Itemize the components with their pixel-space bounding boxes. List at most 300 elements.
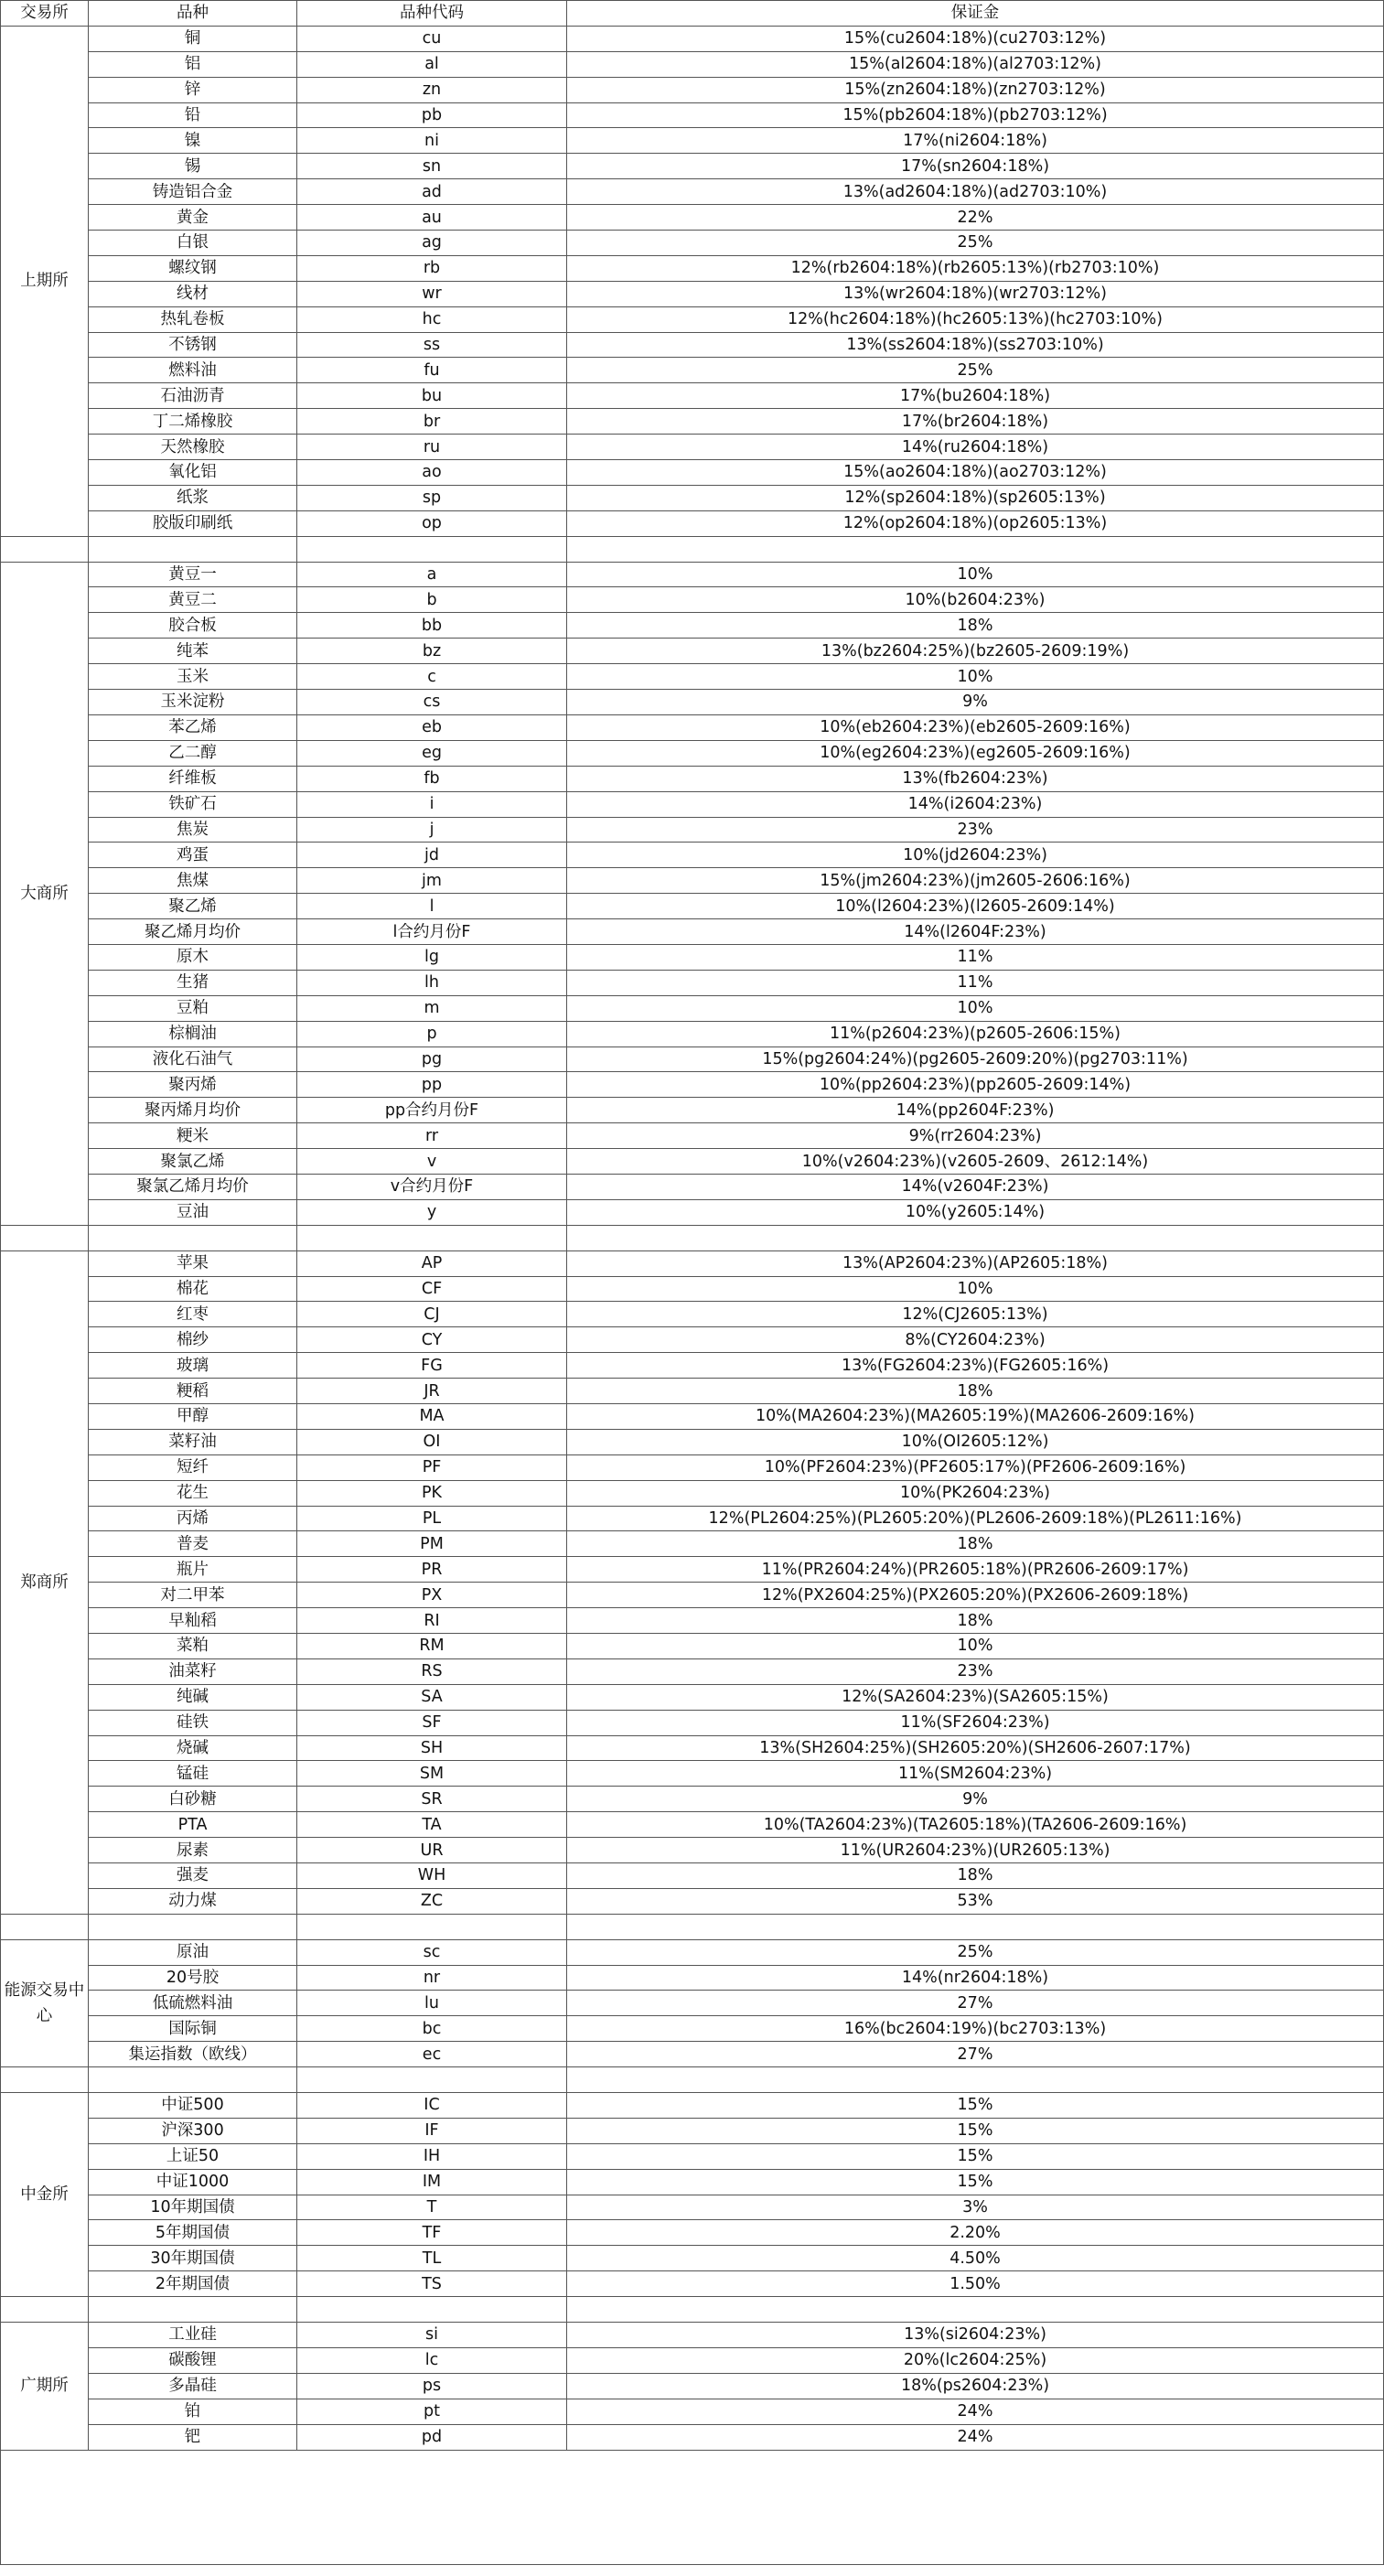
margin-cell[interactable]: 15%: [567, 2169, 1384, 2195]
margin-cell[interactable]: 12%(PL2604:25%)(PL2605:20%)(PL2606-2609:18%)(PL2611:16%): [567, 1506, 1384, 1531]
empty-cell[interactable]: [297, 1225, 567, 1250]
variety-cell[interactable]: 螺纹钢: [89, 255, 297, 281]
code-cell[interactable]: PM: [297, 1531, 567, 1557]
variety-cell[interactable]: 石油沥青: [89, 383, 297, 409]
code-cell[interactable]: a: [297, 562, 567, 587]
empty-cell[interactable]: [89, 2297, 297, 2323]
margin-cell[interactable]: 23%: [567, 817, 1384, 843]
variety-cell[interactable]: 国际铜: [89, 2016, 297, 2042]
code-cell[interactable]: TF: [297, 2220, 567, 2246]
variety-cell[interactable]: 锌: [89, 77, 297, 102]
code-cell[interactable]: i: [297, 791, 567, 817]
margin-cell[interactable]: 16%(bc2604:19%)(bc2703:13%): [567, 2016, 1384, 2042]
empty-cell[interactable]: [1, 2450, 1384, 2564]
empty-cell[interactable]: [297, 536, 567, 562]
code-cell[interactable]: IM: [297, 2169, 567, 2195]
code-cell[interactable]: SR: [297, 1787, 567, 1812]
code-cell[interactable]: l: [297, 894, 567, 919]
code-cell[interactable]: lu: [297, 1991, 567, 2016]
margin-cell[interactable]: 12%(CJ2605:13%): [567, 1302, 1384, 1327]
code-cell[interactable]: bu: [297, 383, 567, 409]
variety-cell[interactable]: 花生: [89, 1480, 297, 1506]
variety-cell[interactable]: 10年期国债: [89, 2195, 297, 2220]
margin-cell[interactable]: 12%(op2604:18%)(op2605:13%): [567, 510, 1384, 536]
header-exchange[interactable]: 交易所: [1, 1, 89, 27]
variety-cell[interactable]: 上证50: [89, 2143, 297, 2169]
code-cell[interactable]: hc: [297, 306, 567, 332]
margin-cell[interactable]: 9%(rr2604:23%): [567, 1123, 1384, 1149]
code-cell[interactable]: bc: [297, 2016, 567, 2042]
margin-cell[interactable]: 18%: [567, 1608, 1384, 1634]
margin-cell[interactable]: 18%: [567, 1863, 1384, 1889]
empty-cell[interactable]: [1, 1225, 89, 1250]
margin-cell[interactable]: 11%(SM2604:23%): [567, 1761, 1384, 1787]
empty-cell[interactable]: [567, 536, 1384, 562]
exchange-cell[interactable]: 郑商所: [1, 1250, 89, 1914]
margin-cell[interactable]: 13%(fb2604:23%): [567, 766, 1384, 791]
margin-cell[interactable]: 11%(PR2604:24%)(PR2605:18%)(PR2606-2609:17%): [567, 1557, 1384, 1583]
variety-cell[interactable]: 粳稻: [89, 1379, 297, 1404]
margin-cell[interactable]: 15%(jm2604:23%)(jm2605-2606:16%): [567, 868, 1384, 894]
exchange-cell[interactable]: 上期所: [1, 26, 89, 536]
code-cell[interactable]: PF: [297, 1454, 567, 1480]
variety-cell[interactable]: 豆粕: [89, 995, 297, 1021]
code-cell[interactable]: PK: [297, 1480, 567, 1506]
code-cell[interactable]: al: [297, 51, 567, 77]
code-cell[interactable]: PL: [297, 1506, 567, 1531]
code-cell[interactable]: IC: [297, 2093, 567, 2119]
variety-cell[interactable]: 菜籽油: [89, 1429, 297, 1454]
margin-cell[interactable]: 8%(CY2604:23%): [567, 1327, 1384, 1353]
variety-cell[interactable]: 玻璃: [89, 1353, 297, 1379]
margin-cell[interactable]: 2.20%: [567, 2220, 1384, 2246]
margin-cell[interactable]: 1.50%: [567, 2271, 1384, 2297]
code-cell[interactable]: UR: [297, 1838, 567, 1863]
variety-cell[interactable]: 碳酸锂: [89, 2347, 297, 2373]
code-cell[interactable]: pd: [297, 2424, 567, 2450]
variety-cell[interactable]: 2年期国债: [89, 2271, 297, 2297]
variety-cell[interactable]: 丙烯: [89, 1506, 297, 1531]
variety-cell[interactable]: 原木: [89, 944, 297, 970]
variety-cell[interactable]: 中证1000: [89, 2169, 297, 2195]
variety-cell[interactable]: 锰硅: [89, 1761, 297, 1787]
margin-cell[interactable]: 13%(bz2604:25%)(bz2605-2609:19%): [567, 639, 1384, 664]
variety-cell[interactable]: 尿素: [89, 1838, 297, 1863]
code-cell[interactable]: PX: [297, 1583, 567, 1608]
margin-cell[interactable]: 10%(MA2604:23%)(MA2605:19%)(MA2606-2609:16%): [567, 1403, 1384, 1429]
margin-cell[interactable]: 14%(l2604F:23%): [567, 919, 1384, 945]
empty-cell[interactable]: [1, 2067, 89, 2093]
code-cell[interactable]: eb: [297, 714, 567, 740]
margin-cell[interactable]: 13%(ss2604:18%)(ss2703:10%): [567, 332, 1384, 358]
code-cell[interactable]: FG: [297, 1353, 567, 1379]
empty-cell[interactable]: [89, 1914, 297, 1939]
code-cell[interactable]: sn: [297, 154, 567, 179]
empty-cell[interactable]: [297, 2067, 567, 2093]
code-cell[interactable]: sp: [297, 485, 567, 510]
margin-cell[interactable]: 11%(p2604:23%)(p2605-2606:15%): [567, 1021, 1384, 1046]
exchange-cell[interactable]: 大商所: [1, 562, 89, 1225]
code-cell[interactable]: nr: [297, 1965, 567, 1991]
margin-cell[interactable]: 25%: [567, 358, 1384, 383]
margin-cell[interactable]: 18%: [567, 1379, 1384, 1404]
margin-cell[interactable]: 9%: [567, 690, 1384, 715]
variety-cell[interactable]: 纯碱: [89, 1684, 297, 1710]
margin-cell[interactable]: 53%: [567, 1888, 1384, 1914]
margin-cell[interactable]: 17%(ni2604:18%): [567, 128, 1384, 154]
code-cell[interactable]: j: [297, 817, 567, 843]
margin-cell[interactable]: 15%(ao2604:18%)(ao2703:12%): [567, 460, 1384, 486]
margin-cell[interactable]: 10%(PK2604:23%): [567, 1480, 1384, 1506]
margin-cell[interactable]: 10%(eg2604:23%)(eg2605-2609:16%): [567, 740, 1384, 766]
code-cell[interactable]: c: [297, 664, 567, 690]
variety-cell[interactable]: 短纤: [89, 1454, 297, 1480]
margin-cell[interactable]: 13%(SH2604:25%)(SH2605:20%)(SH2606-2607:17%): [567, 1735, 1384, 1761]
margin-cell[interactable]: 15%: [567, 2093, 1384, 2119]
code-cell[interactable]: lg: [297, 944, 567, 970]
variety-cell[interactable]: 铅: [89, 102, 297, 128]
margin-cell[interactable]: 10%: [567, 1276, 1384, 1302]
variety-cell[interactable]: 铝: [89, 51, 297, 77]
code-cell[interactable]: v: [297, 1149, 567, 1175]
margin-cell[interactable]: 10%(PF2604:23%)(PF2605:17%)(PF2606-2609:16%): [567, 1454, 1384, 1480]
code-cell[interactable]: br: [297, 409, 567, 435]
variety-cell[interactable]: 黄豆二: [89, 587, 297, 613]
variety-cell[interactable]: 聚乙烯月均价: [89, 919, 297, 945]
code-cell[interactable]: v合约月份F: [297, 1174, 567, 1199]
code-cell[interactable]: OI: [297, 1429, 567, 1454]
margin-cell[interactable]: 24%: [567, 2399, 1384, 2424]
variety-cell[interactable]: 铁矿石: [89, 791, 297, 817]
margin-cell[interactable]: 27%: [567, 2042, 1384, 2067]
margin-cell[interactable]: 9%: [567, 1787, 1384, 1812]
code-cell[interactable]: si: [297, 2323, 567, 2348]
variety-cell[interactable]: 中证500: [89, 2093, 297, 2119]
variety-cell[interactable]: 对二甲苯: [89, 1583, 297, 1608]
margin-cell[interactable]: 11%: [567, 944, 1384, 970]
code-cell[interactable]: eg: [297, 740, 567, 766]
code-cell[interactable]: RI: [297, 1608, 567, 1634]
code-cell[interactable]: TL: [297, 2246, 567, 2271]
variety-cell[interactable]: 液化石油气: [89, 1046, 297, 1072]
variety-cell[interactable]: 氧化铝: [89, 460, 297, 486]
code-cell[interactable]: sc: [297, 1939, 567, 1965]
variety-cell[interactable]: 镍: [89, 128, 297, 154]
empty-cell[interactable]: [567, 2297, 1384, 2323]
variety-cell[interactable]: 甲醇: [89, 1403, 297, 1429]
variety-cell[interactable]: 烧碱: [89, 1735, 297, 1761]
margin-cell[interactable]: 23%: [567, 1658, 1384, 1684]
variety-cell[interactable]: 白银: [89, 231, 297, 256]
code-cell[interactable]: CF: [297, 1276, 567, 1302]
margin-cell[interactable]: 18%(ps2604:23%): [567, 2373, 1384, 2399]
margin-cell[interactable]: 17%(bu2604:18%): [567, 383, 1384, 409]
code-cell[interactable]: RS: [297, 1658, 567, 1684]
variety-cell[interactable]: 纯苯: [89, 639, 297, 664]
empty-cell[interactable]: [1, 2297, 89, 2323]
margin-cell[interactable]: 13%(AP2604:23%)(AP2605:18%): [567, 1250, 1384, 1276]
variety-cell[interactable]: 铂: [89, 2399, 297, 2424]
margin-cell[interactable]: 10%(OI2605:12%): [567, 1429, 1384, 1454]
code-cell[interactable]: b: [297, 587, 567, 613]
code-cell[interactable]: l合约月份F: [297, 919, 567, 945]
margin-cell[interactable]: 15%(cu2604:18%)(cu2703:12%): [567, 26, 1384, 51]
margin-cell[interactable]: 25%: [567, 1939, 1384, 1965]
margin-cell[interactable]: 10%(eb2604:23%)(eb2605-2609:16%): [567, 714, 1384, 740]
variety-cell[interactable]: 强麦: [89, 1863, 297, 1889]
margin-cell[interactable]: 18%: [567, 1531, 1384, 1557]
code-cell[interactable]: zn: [297, 77, 567, 102]
code-cell[interactable]: p: [297, 1021, 567, 1046]
variety-cell[interactable]: 低硫燃料油: [89, 1991, 297, 2016]
code-cell[interactable]: m: [297, 995, 567, 1021]
variety-cell[interactable]: 硅铁: [89, 1710, 297, 1735]
variety-cell[interactable]: 瓶片: [89, 1557, 297, 1583]
variety-cell[interactable]: 黄金: [89, 205, 297, 231]
variety-cell[interactable]: 胶合板: [89, 613, 297, 639]
code-cell[interactable]: JR: [297, 1379, 567, 1404]
code-cell[interactable]: ad: [297, 179, 567, 205]
variety-cell[interactable]: 聚丙烯: [89, 1072, 297, 1098]
empty-cell[interactable]: [89, 1225, 297, 1250]
code-cell[interactable]: CY: [297, 1327, 567, 1353]
margin-cell[interactable]: 20%(lc2604:25%): [567, 2347, 1384, 2373]
code-cell[interactable]: bb: [297, 613, 567, 639]
variety-cell[interactable]: 生猪: [89, 970, 297, 995]
code-cell[interactable]: ru: [297, 435, 567, 460]
variety-cell[interactable]: 铜: [89, 26, 297, 51]
empty-cell[interactable]: [89, 2067, 297, 2093]
variety-cell[interactable]: 聚乙烯: [89, 894, 297, 919]
code-cell[interactable]: cs: [297, 690, 567, 715]
variety-cell[interactable]: 动力煤: [89, 1888, 297, 1914]
empty-cell[interactable]: [89, 536, 297, 562]
empty-cell[interactable]: [1, 1914, 89, 1939]
code-cell[interactable]: pt: [297, 2399, 567, 2424]
margin-cell[interactable]: 13%(ad2604:18%)(ad2703:10%): [567, 179, 1384, 205]
code-cell[interactable]: lh: [297, 970, 567, 995]
margin-cell[interactable]: 10%(pp2604:23%)(pp2605-2609:14%): [567, 1072, 1384, 1098]
variety-cell[interactable]: 苹果: [89, 1250, 297, 1276]
variety-cell[interactable]: 燃料油: [89, 358, 297, 383]
variety-cell[interactable]: 线材: [89, 281, 297, 306]
code-cell[interactable]: T: [297, 2195, 567, 2220]
margin-cell[interactable]: 15%(pb2604:18%)(pb2703:12%): [567, 102, 1384, 128]
code-cell[interactable]: SF: [297, 1710, 567, 1735]
code-cell[interactable]: ec: [297, 2042, 567, 2067]
code-cell[interactable]: WH: [297, 1863, 567, 1889]
empty-cell[interactable]: [297, 1914, 567, 1939]
margin-cell[interactable]: 14%(ru2604:18%): [567, 435, 1384, 460]
margin-cell[interactable]: 17%(br2604:18%): [567, 409, 1384, 435]
code-cell[interactable]: fb: [297, 766, 567, 791]
margin-cell[interactable]: 10%: [567, 562, 1384, 587]
margin-cell[interactable]: 13%(si2604:23%): [567, 2323, 1384, 2348]
code-cell[interactable]: jm: [297, 868, 567, 894]
code-cell[interactable]: cu: [297, 26, 567, 51]
empty-cell[interactable]: [297, 2297, 567, 2323]
margin-cell[interactable]: 11%: [567, 970, 1384, 995]
code-cell[interactable]: ni: [297, 128, 567, 154]
exchange-cell[interactable]: 能源交易中心: [1, 1939, 89, 2066]
code-cell[interactable]: MA: [297, 1403, 567, 1429]
variety-cell[interactable]: 热轧卷板: [89, 306, 297, 332]
code-cell[interactable]: lc: [297, 2347, 567, 2373]
margin-cell[interactable]: 10%: [567, 995, 1384, 1021]
variety-cell[interactable]: 锡: [89, 154, 297, 179]
code-cell[interactable]: pb: [297, 102, 567, 128]
margin-cell[interactable]: 10%(TA2604:23%)(TA2605:18%)(TA2606-2609:16%): [567, 1812, 1384, 1838]
variety-cell[interactable]: 30年期国债: [89, 2246, 297, 2271]
variety-cell[interactable]: 普麦: [89, 1531, 297, 1557]
margin-cell[interactable]: 10%(y2605:14%): [567, 1199, 1384, 1225]
code-cell[interactable]: AP: [297, 1250, 567, 1276]
margin-cell[interactable]: 12%(sp2604:18%)(sp2605:13%): [567, 485, 1384, 510]
margin-cell[interactable]: 12%(PX2604:25%)(PX2605:20%)(PX2606-2609:18%): [567, 1583, 1384, 1608]
variety-cell[interactable]: PTA: [89, 1812, 297, 1838]
empty-cell[interactable]: [567, 1225, 1384, 1250]
code-cell[interactable]: TA: [297, 1812, 567, 1838]
variety-cell[interactable]: 乙二醇: [89, 740, 297, 766]
exchange-cell[interactable]: 广期所: [1, 2323, 89, 2450]
variety-cell[interactable]: 铸造铝合金: [89, 179, 297, 205]
code-cell[interactable]: IF: [297, 2118, 567, 2143]
code-cell[interactable]: CJ: [297, 1302, 567, 1327]
code-cell[interactable]: IH: [297, 2143, 567, 2169]
code-cell[interactable]: bz: [297, 639, 567, 664]
code-cell[interactable]: op: [297, 510, 567, 536]
code-cell[interactable]: SA: [297, 1684, 567, 1710]
variety-cell[interactable]: 不锈钢: [89, 332, 297, 358]
margin-cell[interactable]: 10%(l2604:23%)(l2605-2609:14%): [567, 894, 1384, 919]
code-cell[interactable]: jd: [297, 843, 567, 868]
header-variety[interactable]: 品种: [89, 1, 297, 27]
margin-cell[interactable]: 14%(i2604:23%): [567, 791, 1384, 817]
margin-cell[interactable]: 15%: [567, 2118, 1384, 2143]
code-cell[interactable]: ao: [297, 460, 567, 486]
variety-cell[interactable]: 苯乙烯: [89, 714, 297, 740]
margin-cell[interactable]: 12%(rb2604:18%)(rb2605:13%)(rb2703:10%): [567, 255, 1384, 281]
variety-cell[interactable]: 豆油: [89, 1199, 297, 1225]
margin-cell[interactable]: 24%: [567, 2424, 1384, 2450]
variety-cell[interactable]: 棉花: [89, 1276, 297, 1302]
variety-cell[interactable]: 焦炭: [89, 817, 297, 843]
variety-cell[interactable]: 聚氯乙烯月均价: [89, 1174, 297, 1199]
variety-cell[interactable]: 早籼稻: [89, 1608, 297, 1634]
code-cell[interactable]: fu: [297, 358, 567, 383]
variety-cell[interactable]: 天然橡胶: [89, 435, 297, 460]
variety-cell[interactable]: 纸浆: [89, 485, 297, 510]
code-cell[interactable]: wr: [297, 281, 567, 306]
margin-cell[interactable]: 3%: [567, 2195, 1384, 2220]
code-cell[interactable]: SH: [297, 1735, 567, 1761]
margin-cell[interactable]: 10%: [567, 1634, 1384, 1659]
code-cell[interactable]: au: [297, 205, 567, 231]
variety-cell[interactable]: 20号胶: [89, 1965, 297, 1991]
margin-cell[interactable]: 4.50%: [567, 2246, 1384, 2271]
variety-cell[interactable]: 胶版印刷纸: [89, 510, 297, 536]
code-cell[interactable]: rr: [297, 1123, 567, 1149]
margin-cell[interactable]: 12%(SA2604:23%)(SA2605:15%): [567, 1684, 1384, 1710]
variety-cell[interactable]: 红枣: [89, 1302, 297, 1327]
code-cell[interactable]: ZC: [297, 1888, 567, 1914]
exchange-cell[interactable]: 中金所: [1, 2093, 89, 2297]
variety-cell[interactable]: 沪深300: [89, 2118, 297, 2143]
margin-cell[interactable]: 11%(UR2604:23%)(UR2605:13%): [567, 1838, 1384, 1863]
margin-cell[interactable]: 13%(wr2604:18%)(wr2703:12%): [567, 281, 1384, 306]
header-margin[interactable]: 保证金: [567, 1, 1384, 27]
margin-cell[interactable]: 12%(hc2604:18%)(hc2605:13%)(hc2703:10%): [567, 306, 1384, 332]
variety-cell[interactable]: 鸡蛋: [89, 843, 297, 868]
margin-cell[interactable]: 13%(FG2604:23%)(FG2605:16%): [567, 1353, 1384, 1379]
variety-cell[interactable]: 玉米: [89, 664, 297, 690]
empty-cell[interactable]: [567, 2067, 1384, 2093]
variety-cell[interactable]: 棉纱: [89, 1327, 297, 1353]
variety-cell[interactable]: 多晶硅: [89, 2373, 297, 2399]
margin-cell[interactable]: 15%(zn2604:18%)(zn2703:12%): [567, 77, 1384, 102]
margin-cell[interactable]: 15%: [567, 2143, 1384, 2169]
variety-cell[interactable]: 粳米: [89, 1123, 297, 1149]
code-cell[interactable]: pp: [297, 1072, 567, 1098]
margin-cell[interactable]: 10%(b2604:23%): [567, 587, 1384, 613]
header-code[interactable]: 品种代码: [297, 1, 567, 27]
code-cell[interactable]: ps: [297, 2373, 567, 2399]
variety-cell[interactable]: 钯: [89, 2424, 297, 2450]
variety-cell[interactable]: 焦煤: [89, 868, 297, 894]
margin-cell[interactable]: 25%: [567, 231, 1384, 256]
margin-cell[interactable]: 15%(pg2604:24%)(pg2605-2609:20%)(pg2703:11%): [567, 1046, 1384, 1072]
margin-cell[interactable]: 10%(v2604:23%)(v2605-2609、2612:14%): [567, 1149, 1384, 1175]
variety-cell[interactable]: 丁二烯橡胶: [89, 409, 297, 435]
margin-cell[interactable]: 10%: [567, 664, 1384, 690]
margin-cell[interactable]: 11%(SF2604:23%): [567, 1710, 1384, 1735]
variety-cell[interactable]: 工业硅: [89, 2323, 297, 2348]
variety-cell[interactable]: 聚丙烯月均价: [89, 1098, 297, 1123]
variety-cell[interactable]: 油菜籽: [89, 1658, 297, 1684]
variety-cell[interactable]: 菜粕: [89, 1634, 297, 1659]
code-cell[interactable]: ss: [297, 332, 567, 358]
code-cell[interactable]: rb: [297, 255, 567, 281]
code-cell[interactable]: pp合约月份F: [297, 1098, 567, 1123]
code-cell[interactable]: TS: [297, 2271, 567, 2297]
margin-cell[interactable]: 14%(pp2604F:23%): [567, 1098, 1384, 1123]
variety-cell[interactable]: 黄豆一: [89, 562, 297, 587]
code-cell[interactable]: RM: [297, 1634, 567, 1659]
code-cell[interactable]: PR: [297, 1557, 567, 1583]
margin-cell[interactable]: 18%: [567, 613, 1384, 639]
variety-cell[interactable]: 棕榈油: [89, 1021, 297, 1046]
empty-cell[interactable]: [567, 1914, 1384, 1939]
margin-cell[interactable]: 27%: [567, 1991, 1384, 2016]
margin-cell[interactable]: 22%: [567, 205, 1384, 231]
code-cell[interactable]: ag: [297, 231, 567, 256]
margin-cell[interactable]: 14%(nr2604:18%): [567, 1965, 1384, 1991]
code-cell[interactable]: SM: [297, 1761, 567, 1787]
margin-cell[interactable]: 10%(jd2604:23%): [567, 843, 1384, 868]
code-cell[interactable]: pg: [297, 1046, 567, 1072]
variety-cell[interactable]: 聚氯乙烯: [89, 1149, 297, 1175]
variety-cell[interactable]: 玉米淀粉: [89, 690, 297, 715]
margin-cell[interactable]: 17%(sn2604:18%): [567, 154, 1384, 179]
variety-cell[interactable]: 白砂糖: [89, 1787, 297, 1812]
code-cell[interactable]: y: [297, 1199, 567, 1225]
variety-cell[interactable]: 纤维板: [89, 766, 297, 791]
margin-cell[interactable]: 14%(v2604F:23%): [567, 1174, 1384, 1199]
margin-cell[interactable]: 15%(al2604:18%)(al2703:12%): [567, 51, 1384, 77]
variety-cell[interactable]: 原油: [89, 1939, 297, 1965]
variety-cell[interactable]: 5年期国债: [89, 2220, 297, 2246]
empty-cell[interactable]: [1, 536, 89, 562]
